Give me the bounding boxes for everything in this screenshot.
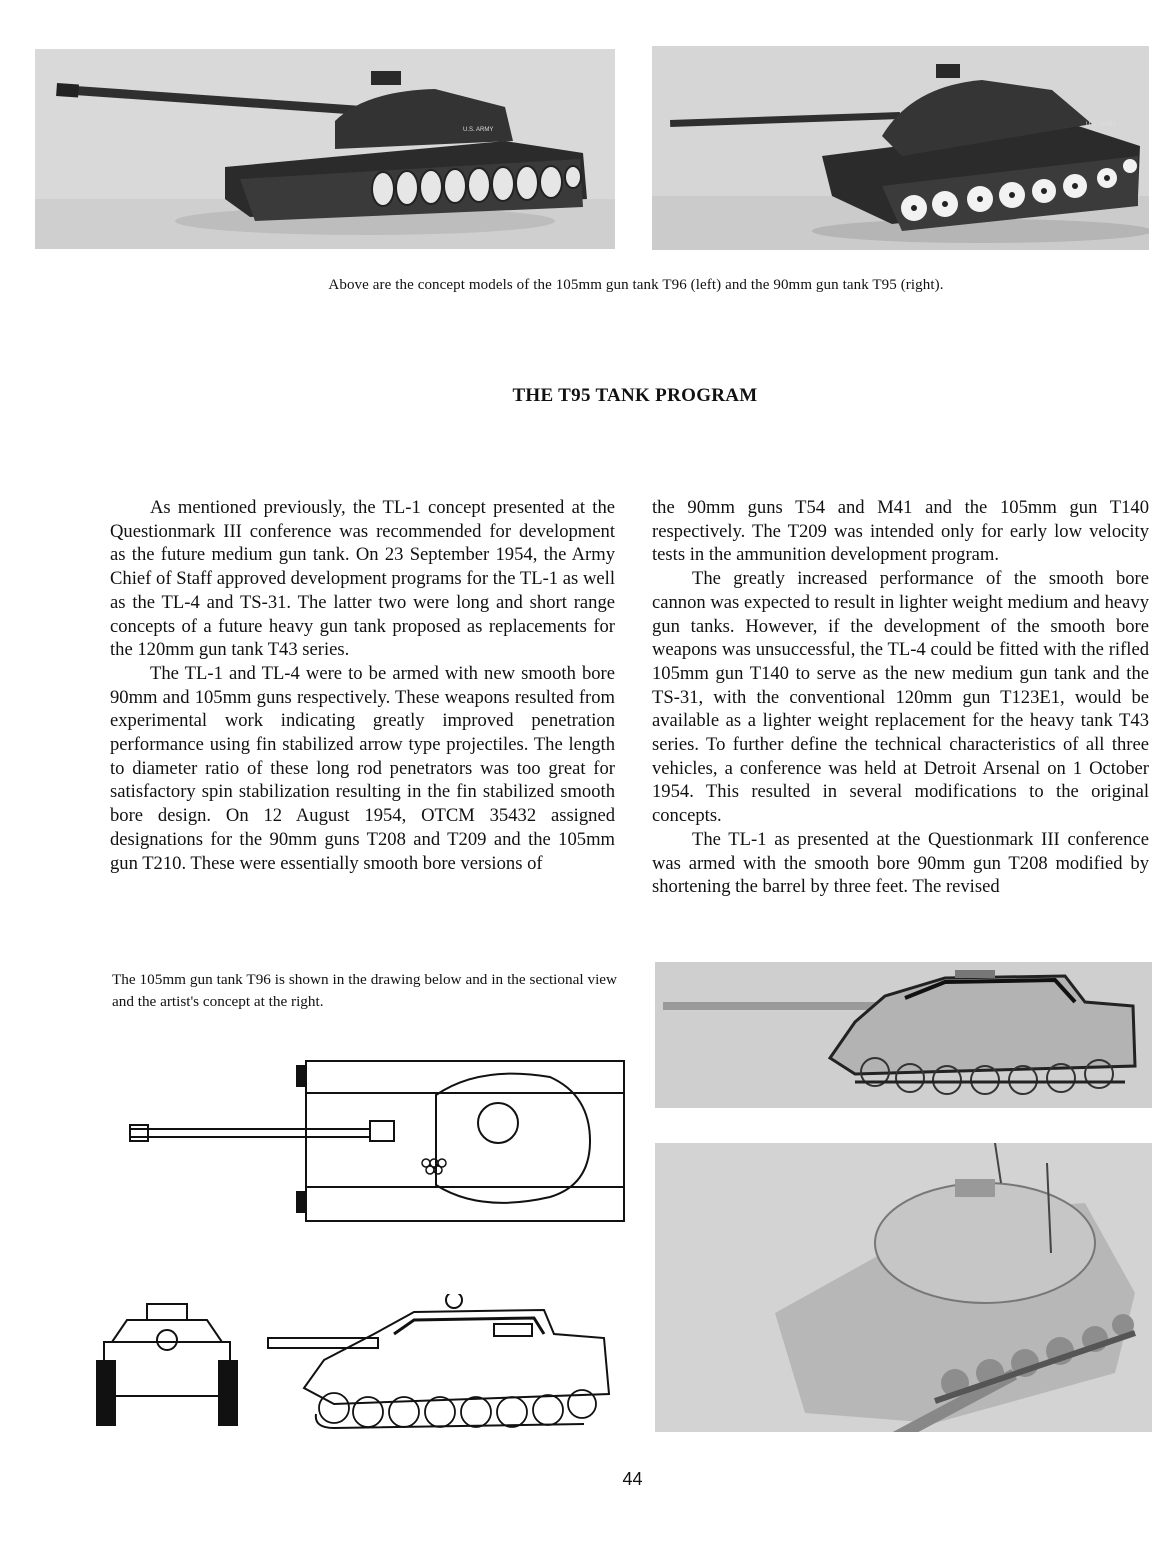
left-text-column [110,496,615,875]
page-number: 44 [622,1469,643,1489]
drawing-caption: The 105mm gun tank T96 is shown in the drawing below and in the sectional view and the artist's concept at the right. [112,971,617,1010]
left-paragraph-2: The TL-1 and TL-4 were to be armed with new smooth bore 90mm and 105mm guns respectively. These weapons resulted from experimental work indicating greatly improved penetration performance using fin stabilized arrow type projectiles. The length to diameter ratio of these long rod penetrators was too great for satisfactory spin stabilization resulting in the fin stabilized smooth bore design. On 12 August 1954, OTCM 35432 assigned designations for the 90mm guns T208 and T209 and the 105mm gun T210. These were essentially smooth bore versions of [110,662,615,874]
section-title: THE T95 TANK PROGRAM [512,385,758,406]
right-paragraph-2: The greatly increased performance of the smooth bore cannon was expected to result in lighter weight medium and heavy gun tanks. However, if the development of the smooth bore weapons was unsuccessful, the TL-4 could be fitted with the rifled 105mm gun T140 to serve as the new medium gun tank and the TS-31, with the conventional 120mm gun T123E1, would be available as a lighter weight replacement for the heavy tank T43 series. To further define the technical characteristics of all three vehicles, a conference was held at Detroit Arsenal on 1 October 1954. This resulted in several modifications to the original concepts. [652,568,1149,827]
right-paragraph-3: The TL-1 as presented at the Questionmark III conference was armed with the smooth bore 90mm gun T208 modified by shortening the barrel by three feet. The revised [652,828,1149,898]
photo-artists-concept [655,1143,1152,1432]
drawing-t96-sectional-side-view [264,1294,644,1434]
photo-sectional-view [655,962,1152,1108]
left-paragraph-1: As mentioned previously, the TL-1 concept presented at the Questionmark III conference was recommended for development as the future medium gun tank. On 23 September 1954, the Army Chief of Staff approved development programs for the TL-1 as well as the TL-4 and TS-31. The latter two were long and short range concepts of a future heavy gun tank proposed as replacements for the 120mm gun tank T43 series. [110,497,615,661]
photo-t96-concept-model [35,49,615,249]
right-text-column [652,496,1149,899]
drawing-t96-front-view [92,1292,242,1432]
top-photo-caption: Above are the concept models of the 105mm gun tank T96 (left) and the 90mm gun tank T95 (right). [328,277,944,293]
model-marking-right: U.S. ARMY [1086,122,1117,128]
drawing-t96-top-view [120,1055,635,1225]
right-paragraph-1: the 90mm guns T54 and M41 and the 105mm gun T140 respectively. The T209 was intended only for early low velocity tests in the ammunition development program. [652,497,1149,566]
model-marking-left: U.S. ARMY [463,127,494,133]
photo-t95-concept-model [652,46,1149,250]
